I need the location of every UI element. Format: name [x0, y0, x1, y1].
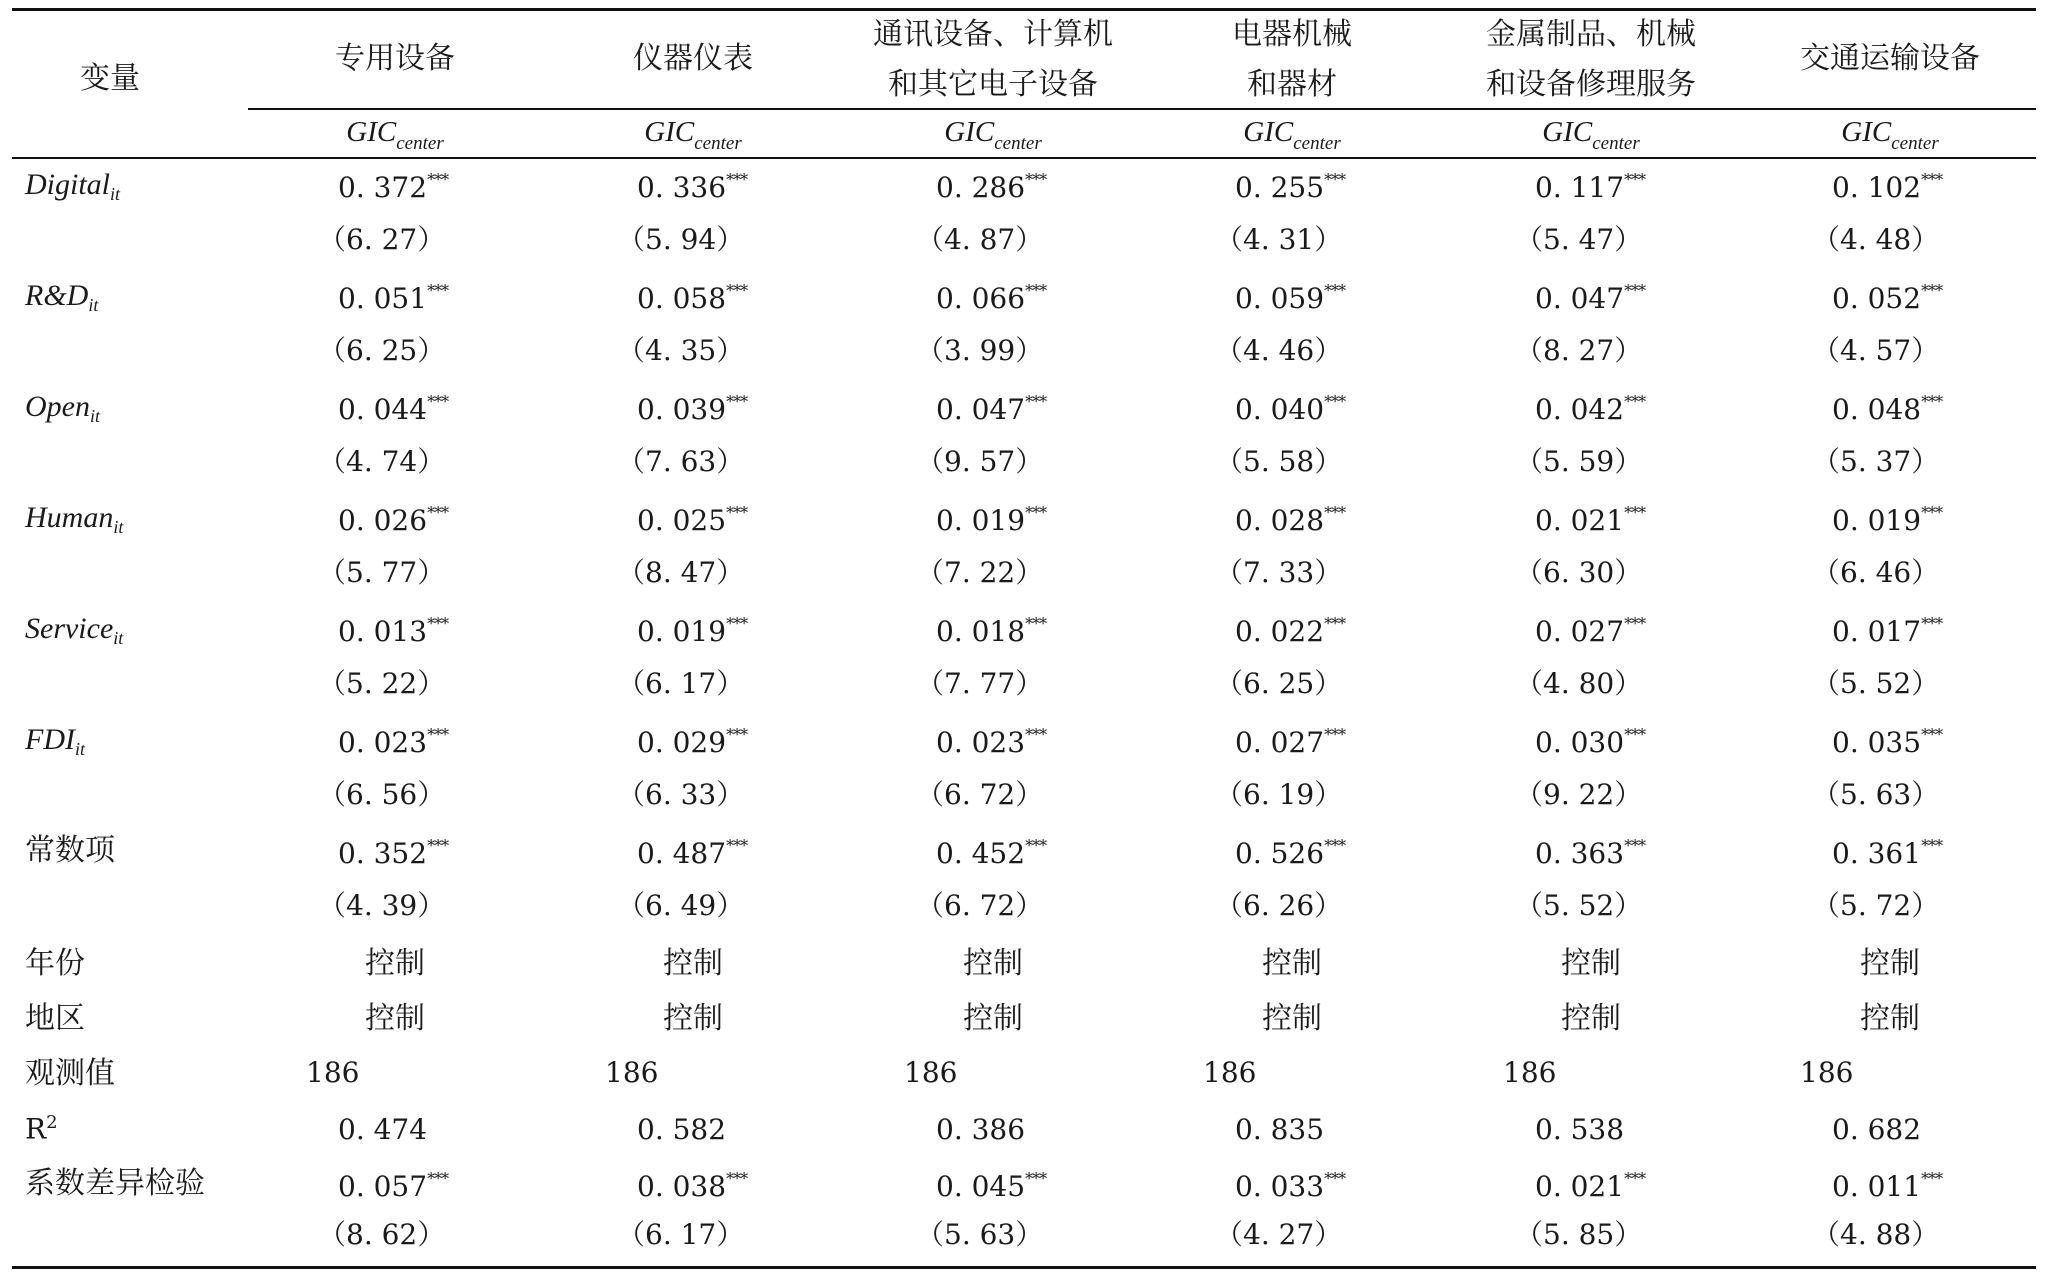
control-value: 控制 [963, 1001, 1023, 1036]
row-1-coefficient [936, 172, 1046, 202]
row-7-t-stat: （5. 52） [1515, 889, 1643, 922]
row-2-coefficient [637, 283, 747, 313]
coef-value: 0. 052 [1832, 282, 1922, 315]
row-6-coefficient [338, 727, 448, 757]
coef-value: 0. 013 [338, 615, 428, 648]
coef-value: 0. 363 [1535, 837, 1625, 870]
row-label-2 [25, 281, 98, 314]
row-3-t-stat: （7. 63） [617, 445, 745, 478]
coef-value: 0. 035 [1832, 726, 1922, 759]
coef-value: 0. 042 [1535, 393, 1625, 426]
significance-stars: *** [1025, 170, 1047, 189]
r-squared-value: 0. 682 [1832, 1113, 1922, 1146]
coef-value: 0. 102 [1832, 171, 1922, 204]
row-2-coefficient [338, 283, 448, 313]
gic-subscript: center [694, 133, 742, 154]
coef-value: 0. 030 [1535, 726, 1625, 759]
diff-test-coefficient [1235, 1171, 1345, 1201]
significance-stars: *** [726, 392, 748, 411]
gic-symbol: GIC [1243, 116, 1294, 148]
significance-stars: *** [726, 281, 748, 300]
row-label-text: Open [25, 390, 90, 423]
control-value: 控制 [1262, 946, 1322, 981]
row-2-t-stat: （3. 99） [916, 334, 1044, 367]
significance-stars: *** [1921, 170, 1943, 189]
row-6-t-stat: （6. 33） [617, 778, 745, 811]
significance-stars: *** [726, 170, 748, 189]
row-label-7 [25, 833, 115, 868]
coef-value: 0. 019 [1832, 504, 1922, 537]
coef-value: 0. 286 [936, 171, 1026, 204]
gic-symbol: GIC [346, 116, 397, 148]
row-1-t-stat: （4. 87） [916, 223, 1044, 256]
diff-test-t-stat: （4. 88） [1812, 1218, 1940, 1251]
r-squared-value: 0. 835 [1235, 1113, 1325, 1146]
control-value: 控制 [1860, 946, 1920, 981]
row-7-t-stat: （5. 72） [1812, 889, 1940, 922]
row-4-t-stat: （6. 46） [1812, 556, 1940, 589]
row-7-t-stat: （4. 39） [318, 889, 446, 922]
row-3-t-stat: （4. 74） [318, 445, 446, 478]
coef-value: 0. 021 [1535, 504, 1625, 537]
significance-stars: *** [1025, 614, 1047, 633]
diff-test-t-stat: （5. 85） [1515, 1218, 1643, 1251]
diff-test-coefficient [1535, 1171, 1645, 1201]
row-label-subscript: it [88, 295, 99, 315]
row-6-t-stat: （9. 22） [1515, 778, 1643, 811]
significance-stars: *** [1624, 170, 1646, 189]
row-7-coefficient [1535, 838, 1645, 868]
significance-stars: *** [1624, 503, 1646, 522]
coef-value: 0. 023 [936, 726, 1026, 759]
coef-value: 0. 059 [1235, 282, 1325, 315]
row-label-text: 常数项 [25, 833, 115, 868]
row-6-coefficient [637, 727, 747, 757]
significance-stars: *** [726, 503, 748, 522]
row-1-t-stat: （4. 31） [1215, 223, 1343, 256]
diff-test-t-stat: （8. 62） [318, 1218, 446, 1251]
significance-stars: *** [1324, 1169, 1346, 1188]
significance-stars: *** [1921, 836, 1943, 855]
row-3-coefficient [637, 394, 747, 424]
diff-test-coefficient [936, 1171, 1046, 1201]
row-label-3 [25, 392, 100, 425]
significance-stars: *** [427, 614, 449, 633]
significance-stars: *** [726, 836, 748, 855]
row-label-text: Service [25, 612, 114, 645]
r-squared-symbol: R [25, 1112, 47, 1146]
control-value: 控制 [963, 946, 1023, 981]
row-2-coefficient [1235, 283, 1345, 313]
row-label-subscript: it [113, 628, 124, 648]
observations-value: 186 [1800, 1056, 1854, 1089]
row-4-t-stat: （6. 30） [1515, 556, 1643, 589]
r-squared-superscript: 2 [46, 1112, 58, 1133]
row-1-t-stat: （5. 47） [1515, 223, 1643, 256]
control-value: 控制 [663, 1001, 723, 1036]
gic-center-label [1441, 118, 1741, 153]
row-3-t-stat: （5. 37） [1812, 445, 1940, 478]
column-header-4: 电器机械 和器材 [1232, 17, 1352, 102]
row-7-coefficient [637, 838, 747, 868]
gic-symbol: GIC [944, 116, 995, 148]
row-6-t-stat: （6. 72） [916, 778, 1044, 811]
row-3-t-stat: （9. 57） [916, 445, 1044, 478]
row-1-t-stat: （4. 48） [1812, 223, 1940, 256]
row-1-coefficient [1235, 172, 1345, 202]
row-2-t-stat: （4. 35） [617, 334, 745, 367]
row-5-coefficient [1535, 616, 1645, 646]
row-6-coefficient [1235, 727, 1345, 757]
row-5-t-stat: （7. 77） [916, 667, 1044, 700]
gic-subscript: center [1891, 133, 1939, 154]
significance-stars: *** [427, 1169, 449, 1188]
diff-test-coefficient [637, 1171, 747, 1201]
row-4-t-stat: （8. 47） [617, 556, 745, 589]
row-1-coefficient [637, 172, 747, 202]
significance-stars: *** [1624, 281, 1646, 300]
coef-value: 0. 021 [1535, 1170, 1625, 1203]
row-label-4 [25, 503, 123, 536]
row-label-1 [25, 170, 120, 203]
row-label-text: FDI [25, 723, 75, 756]
significance-stars: *** [1025, 281, 1047, 300]
r-squared-label [25, 1112, 58, 1146]
row-6-t-stat: （6. 56） [318, 778, 446, 811]
row-7-t-stat: （6. 49） [617, 889, 745, 922]
coef-value: 0. 018 [936, 615, 1026, 648]
row-2-coefficient [1832, 283, 1942, 313]
row-4-coefficient [1235, 505, 1345, 535]
row-2-coefficient [1535, 283, 1645, 313]
diff-test-t-stat: （6. 17） [617, 1218, 745, 1251]
significance-stars: *** [1624, 725, 1646, 744]
row-1-coefficient [1535, 172, 1645, 202]
row-4-coefficient [936, 505, 1046, 535]
row-1-t-stat: （6. 27） [318, 223, 446, 256]
significance-stars: *** [1025, 503, 1047, 522]
significance-stars: *** [1324, 170, 1346, 189]
row-label-6 [25, 725, 85, 758]
row-7-coefficient [936, 838, 1046, 868]
gic-center-label [1142, 118, 1442, 153]
gic-symbol: GIC [644, 116, 695, 148]
significance-stars: *** [1025, 836, 1047, 855]
significance-stars: *** [1324, 725, 1346, 744]
significance-stars: *** [1025, 725, 1047, 744]
observations-value: 186 [605, 1056, 659, 1089]
significance-stars: *** [1324, 503, 1346, 522]
coef-value: 0. 044 [338, 393, 428, 426]
row-2-t-stat: （8. 27） [1515, 334, 1643, 367]
gic-subscript: center [1592, 133, 1640, 154]
coef-value: 0. 040 [1235, 393, 1325, 426]
row-5-t-stat: （6. 25） [1215, 667, 1343, 700]
significance-stars: *** [1921, 503, 1943, 522]
diff-test-coefficient [1832, 1171, 1942, 1201]
row-4-t-stat: （5. 77） [318, 556, 446, 589]
coef-value: 0. 022 [1235, 615, 1325, 648]
row-label-subscript: it [74, 739, 85, 759]
coef-value: 0. 027 [1535, 615, 1625, 648]
column-header-5: 金属制品、机械 和设备修理服务 [1486, 17, 1696, 102]
header-bottom-rule [12, 157, 2036, 159]
significance-stars: *** [726, 1169, 748, 1188]
coef-value: 0. 487 [637, 837, 727, 870]
coef-value: 0. 039 [637, 393, 727, 426]
column-header-3: 通讯设备、计算机 和其它电子设备 [873, 17, 1113, 102]
row-7-coefficient [1832, 838, 1942, 868]
significance-stars: *** [427, 503, 449, 522]
row-3-coefficient [338, 394, 448, 424]
coef-value: 0. 017 [1832, 615, 1922, 648]
coef-value: 0. 372 [338, 171, 428, 204]
coef-value: 0. 058 [637, 282, 727, 315]
significance-stars: *** [1921, 1169, 1943, 1188]
row-3-t-stat: （5. 59） [1515, 445, 1643, 478]
coef-value: 0. 117 [1535, 171, 1625, 204]
row-5-t-stat: （4. 80） [1515, 667, 1643, 700]
coef-value: 0. 019 [637, 615, 727, 648]
row-2-t-stat: （4. 46） [1215, 334, 1343, 367]
gic-center-label [1740, 118, 2040, 153]
row-5-t-stat: （5. 52） [1812, 667, 1940, 700]
significance-stars: *** [1921, 614, 1943, 633]
row-label-subscript: it [89, 406, 100, 426]
row-label-text: Human [25, 501, 114, 534]
row-5-coefficient [1235, 616, 1345, 646]
bottom-rule [12, 1266, 2036, 1269]
gic-subscript: center [396, 133, 444, 154]
row-4-t-stat: （7. 22） [916, 556, 1044, 589]
significance-stars: *** [726, 725, 748, 744]
row-1-t-stat: （5. 94） [617, 223, 745, 256]
coef-value: 0. 038 [637, 1170, 727, 1203]
diff-test-coefficient [338, 1171, 448, 1201]
diff-test-t-stat: （5. 63） [916, 1218, 1044, 1251]
row-3-coefficient [936, 394, 1046, 424]
row-3-coefficient [1535, 394, 1645, 424]
control-value: 控制 [365, 1001, 425, 1036]
r-squared-value: 0. 474 [338, 1113, 428, 1146]
coef-value: 0. 255 [1235, 171, 1325, 204]
control-value: 控制 [1561, 946, 1621, 981]
coef-value: 0. 361 [1832, 837, 1922, 870]
significance-stars: *** [1624, 392, 1646, 411]
row-7-t-stat: （6. 72） [916, 889, 1044, 922]
control-label-2: 地区 [25, 1001, 85, 1036]
diff-test-label: 系数差异检验 [25, 1166, 205, 1201]
significance-stars: *** [427, 392, 449, 411]
control-value: 控制 [1262, 1001, 1322, 1036]
row-2-coefficient [936, 283, 1046, 313]
row-5-t-stat: （5. 22） [318, 667, 446, 700]
row-2-t-stat: （4. 57） [1812, 334, 1940, 367]
coef-value: 0. 025 [637, 504, 727, 537]
coef-value: 0. 526 [1235, 837, 1325, 870]
significance-stars: *** [1921, 725, 1943, 744]
row-4-coefficient [1535, 505, 1645, 535]
significance-stars: *** [1921, 392, 1943, 411]
significance-stars: *** [1324, 836, 1346, 855]
row-label-text: Digital [25, 168, 111, 201]
row-3-coefficient [1235, 394, 1345, 424]
coef-value: 0. 033 [1235, 1170, 1325, 1203]
gic-subscript: center [994, 133, 1042, 154]
coef-value: 0. 027 [1235, 726, 1325, 759]
significance-stars: *** [726, 614, 748, 633]
gic-center-label [543, 118, 843, 153]
r-squared-value: 0. 386 [936, 1113, 1026, 1146]
significance-stars: *** [1624, 836, 1646, 855]
significance-stars: *** [427, 836, 449, 855]
gic-symbol: GIC [1542, 116, 1593, 148]
coef-value: 0. 019 [936, 504, 1026, 537]
row-4-coefficient [1832, 505, 1942, 535]
coef-value: 0. 023 [338, 726, 428, 759]
row-5-coefficient [338, 616, 448, 646]
significance-stars: *** [1324, 614, 1346, 633]
row-6-t-stat: （6. 19） [1215, 778, 1343, 811]
row-1-coefficient [338, 172, 448, 202]
significance-stars: *** [1921, 281, 1943, 300]
coef-value: 0. 045 [936, 1170, 1026, 1203]
significance-stars: *** [427, 281, 449, 300]
row-5-coefficient [936, 616, 1046, 646]
coef-value: 0. 029 [637, 726, 727, 759]
row-6-coefficient [1832, 727, 1942, 757]
variable-column-header: 变量 [80, 61, 140, 96]
observations-label: 观测值 [25, 1056, 115, 1091]
gic-subscript: center [1293, 133, 1341, 154]
column-header-2: 仪器仪表 [633, 41, 753, 76]
coef-value: 0. 028 [1235, 504, 1325, 537]
control-label-1: 年份 [25, 946, 85, 981]
observations-value: 186 [306, 1056, 360, 1089]
row-label-subscript: it [113, 517, 124, 537]
gic-center-label [245, 118, 545, 153]
row-6-t-stat: （5. 63） [1812, 778, 1940, 811]
coef-value: 0. 026 [338, 504, 428, 537]
diff-test-t-stat: （4. 27） [1215, 1218, 1343, 1251]
row-7-coefficient [1235, 838, 1345, 868]
row-5-coefficient [637, 616, 747, 646]
coef-value: 0. 051 [338, 282, 428, 315]
row-5-t-stat: （6. 17） [617, 667, 745, 700]
row-4-coefficient [637, 505, 747, 535]
coef-value: 0. 352 [338, 837, 428, 870]
row-3-coefficient [1832, 394, 1942, 424]
row-5-coefficient [1832, 616, 1942, 646]
coef-value: 0. 336 [637, 171, 727, 204]
row-4-coefficient [338, 505, 448, 535]
coef-value: 0. 047 [936, 393, 1026, 426]
significance-stars: *** [1624, 1169, 1646, 1188]
observations-value: 186 [1503, 1056, 1557, 1089]
row-label-text: R&D [25, 279, 89, 312]
control-value: 控制 [663, 946, 723, 981]
coef-value: 0. 066 [936, 282, 1026, 315]
row-7-t-stat: （6. 26） [1215, 889, 1343, 922]
row-3-t-stat: （5. 58） [1215, 445, 1343, 478]
coef-value: 0. 047 [1535, 282, 1625, 315]
coef-value: 0. 057 [338, 1170, 428, 1203]
coef-value: 0. 452 [936, 837, 1026, 870]
row-6-coefficient [936, 727, 1046, 757]
observations-value: 186 [1203, 1056, 1257, 1089]
row-6-coefficient [1535, 727, 1645, 757]
coef-value: 0. 048 [1832, 393, 1922, 426]
column-header-6: 交通运输设备 [1800, 41, 1980, 76]
r-squared-value: 0. 538 [1535, 1113, 1625, 1146]
significance-stars: *** [427, 170, 449, 189]
control-value: 控制 [365, 946, 425, 981]
significance-stars: *** [1324, 392, 1346, 411]
significance-stars: *** [1324, 281, 1346, 300]
row-2-t-stat: （6. 25） [318, 334, 446, 367]
observations-value: 186 [904, 1056, 958, 1089]
column-header-1: 专用设备 [335, 41, 455, 76]
r-squared-value: 0. 582 [637, 1113, 727, 1146]
row-7-coefficient [338, 838, 448, 868]
significance-stars: *** [1624, 614, 1646, 633]
significance-stars: *** [1025, 1169, 1047, 1188]
row-1-coefficient [1832, 172, 1942, 202]
gic-symbol: GIC [1841, 116, 1892, 148]
row-label-5 [25, 614, 123, 647]
significance-stars: *** [1025, 392, 1047, 411]
row-4-t-stat: （7. 33） [1215, 556, 1343, 589]
significance-stars: *** [427, 725, 449, 744]
gic-center-label [843, 118, 1143, 153]
control-value: 控制 [1561, 1001, 1621, 1036]
coef-value: 0. 011 [1832, 1170, 1922, 1203]
control-value: 控制 [1860, 1001, 1920, 1036]
row-label-subscript: it [110, 184, 121, 204]
